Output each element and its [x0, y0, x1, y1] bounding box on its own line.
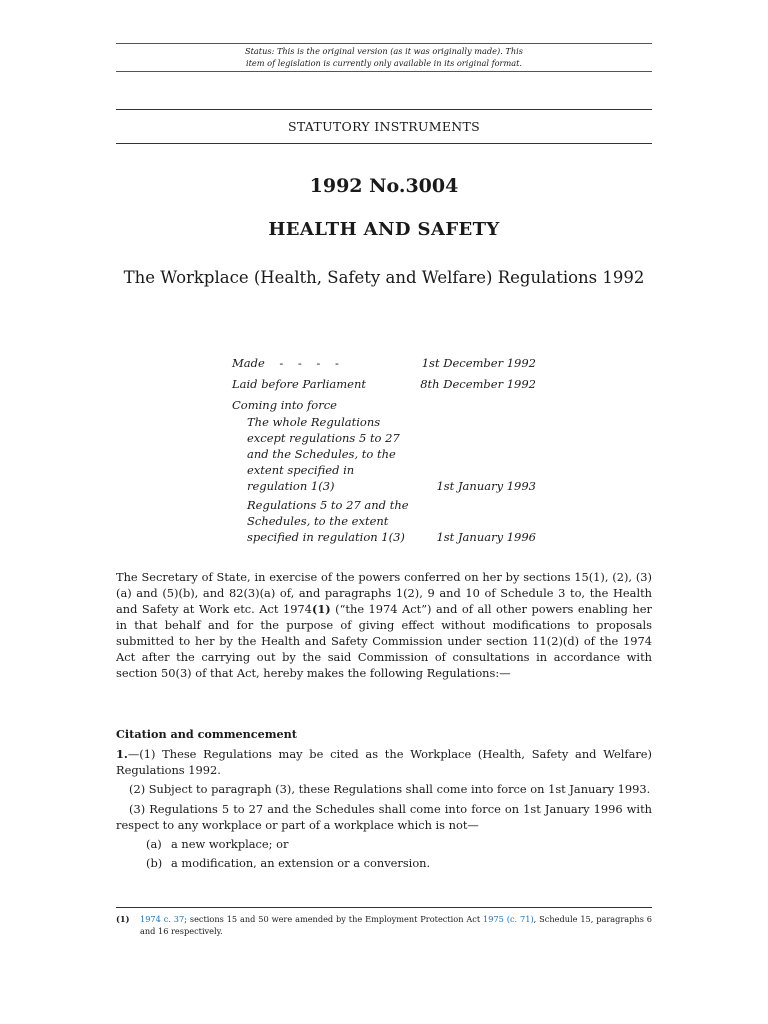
dates-table	[232, 356, 536, 545]
commencement-whole-date: 1st January 1993	[436, 479, 536, 493]
status-line-1: Status: This is the original version (as it was originally made). This	[245, 46, 523, 56]
footnote-text-1: ; sections 15 and 50 were amended by the Employment Protection Act	[184, 914, 484, 924]
status-line-2: item of legislation is currently only available in its original format.	[246, 58, 522, 68]
footnote-link-1975-act[interactable]: 1975 (c. 71)	[483, 914, 534, 924]
preamble-text-1: The Secretary of State, in exercise of the powers conferred on her by sections 15(1), (2), (3)(a) and (5)(b), and 82(3)(a) of, and paragraphs 1(2), 9 and 10 of Schedule 3 to, the Health and Safety at Work etc. Act 1974	[116, 570, 652, 616]
made-label: Made - - - -	[232, 356, 339, 370]
footnote-label: (1)	[116, 914, 130, 924]
commencement-partial-date: 1st January 1996	[436, 530, 536, 544]
instrument-number: 1992 No.3004	[309, 175, 459, 197]
footnote-text-2: , Schedule 15, paragraphs 6 and 16 respectively.	[140, 914, 652, 936]
coming-into-force-row	[232, 398, 536, 414]
footnote	[116, 913, 652, 937]
list-item-b	[146, 855, 430, 871]
list-item-b-text: a modification, an extension or a conversion.	[171, 856, 431, 870]
preamble-text-2: (“the 1974 Act”) and of all other powers enabling her in that behalf and for the purpose of giving effect without modifications to proposals submitted to her by the Health and Safety Commission under section 11(2)(d) of the 1974 Act after the carrying out by the said Commission of consultations in accordance with section 50(3) of that Act, hereby makes the following Regulations:—	[116, 602, 652, 680]
commencement-partial-row	[232, 497, 536, 545]
footnote-reference[interactable]: (1)	[311, 602, 331, 616]
laid-row	[232, 377, 536, 398]
made-row	[232, 356, 536, 377]
commencement-whole-row	[232, 414, 536, 494]
footnote-text	[140, 913, 652, 937]
preamble-paragraph	[116, 569, 652, 681]
regulation-1-para-1-text: —(1) These Regulations may be cited as the Workplace (Health, Safety and Welfare) Regulations 1992.	[116, 747, 652, 777]
header-bottom-rule	[116, 143, 652, 144]
list-item-a-text: a new workplace; or	[171, 837, 289, 851]
subject-heading: HEALTH AND SAFETY	[268, 219, 500, 240]
footnote-link-1974-act[interactable]: 1974 c. 37	[140, 914, 185, 924]
commencement-partial-text: Regulations 5 to 27 and the Schedules, to the extent specified in regulation 1(3)	[247, 498, 409, 544]
status-notice	[116, 43, 652, 72]
regulation-1-para-1	[116, 746, 652, 778]
series-label: STATUTORY INSTRUMENTS	[287, 119, 481, 134]
list-item-a	[146, 836, 288, 852]
laid-value: 8th December 1992	[420, 377, 536, 391]
commencement-whole-text: The whole Regulations except regulations 5 to 27 and the Schedules, to the extent specified in regulation 1(3)	[247, 415, 400, 493]
regulation-number: 1.	[116, 747, 128, 761]
made-value: 1st December 1992	[421, 356, 536, 370]
regulation-1-para-3: (3) Regulations 5 to 27 and the Schedules shall come into force on 1st January 1996 with respect to any workplace or part of a workplace which is not—	[116, 802, 652, 832]
section-heading: Citation and commencement	[116, 727, 297, 741]
laid-label: Laid before Parliament	[232, 377, 367, 391]
regulation-title: The Workplace (Health, Safety and Welfare) Regulations 1992	[123, 268, 645, 287]
list-item-b-label: (b)	[146, 856, 163, 870]
header-top-rule	[116, 109, 652, 110]
footnote-rule	[116, 907, 652, 908]
list-item-a-label: (a)	[146, 837, 162, 851]
regulation-1-para-2: (2) Subject to paragraph (3), these Regulations shall come into force on 1st January 1993.	[129, 782, 651, 796]
coming-into-force-label: Coming into force	[232, 398, 337, 412]
